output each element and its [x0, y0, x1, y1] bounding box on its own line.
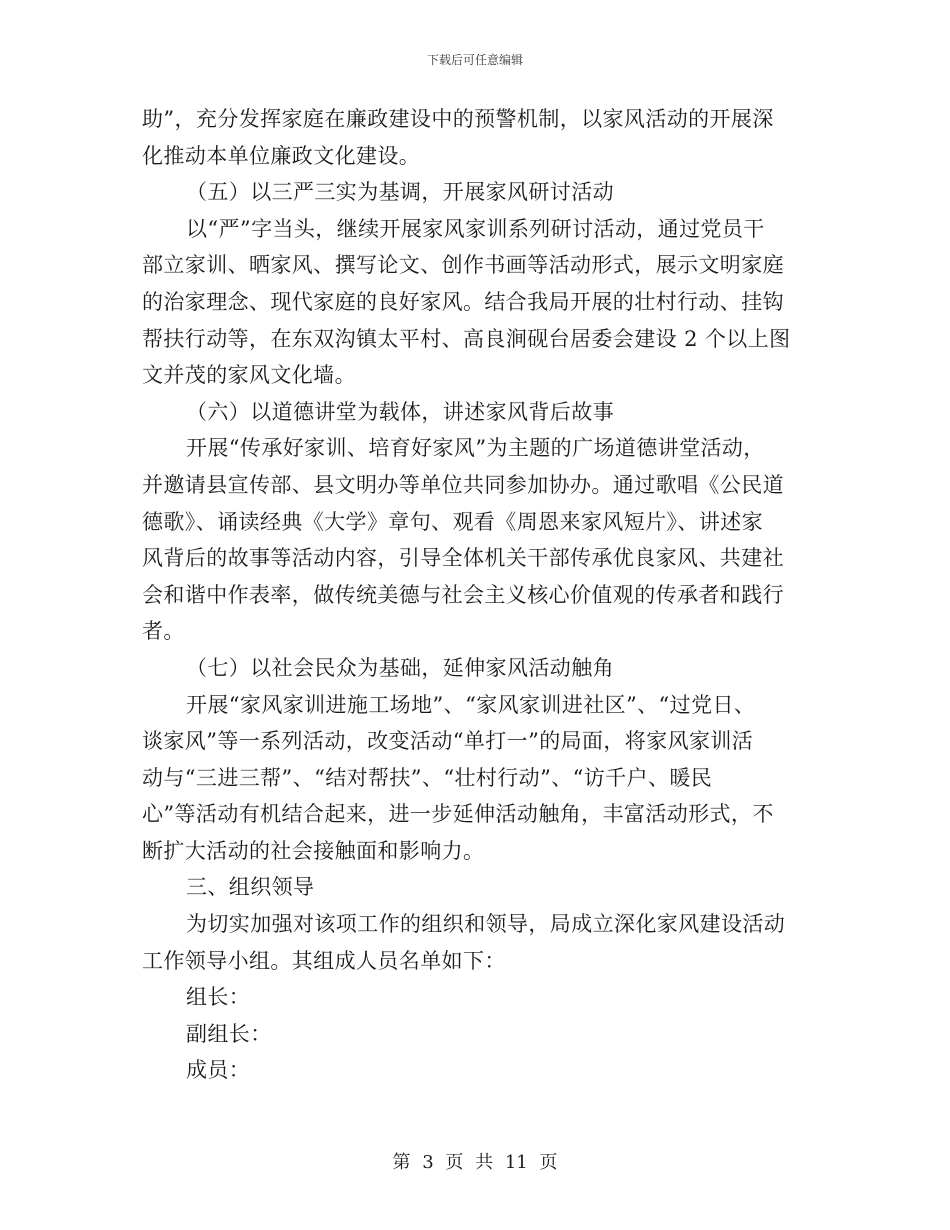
text-line: 会和谐中作表率，做传统美德与社会主义核心价值观的传承者和践行: [142, 582, 784, 607]
page-header: 下载后可任意编辑: [426, 53, 523, 67]
text-line: 德歌》、诵读经典《大学》章句、观看《周恩来家风短片》、讲述家: [142, 509, 763, 534]
text-line: 以“严”字当头，继续开展家风家训系列研讨活动，通过党员干: [186, 216, 765, 241]
text-line: 断扩大活动的社会接触面和影响力。: [142, 838, 485, 863]
page-footer: 第 3 页 共 11 页: [392, 1152, 558, 1173]
text-line: 开展“传承好家训、培育好家风”为主题的广场道德讲堂活动，: [186, 436, 765, 461]
text-line: 助”，充分发挥家庭在廉政建设中的预警机制，以家风活动的开展深: [142, 107, 774, 131]
text-line: 化推动本单位廉政文化建设。: [142, 143, 421, 168]
text-line: 为切实加强对该项工作的组织和领导，局成立深化家风建设活动: [186, 912, 786, 937]
text-line: 三、组织领导: [186, 875, 315, 900]
text-line: 风背后的故事等活动内容，引导全体机关干部传承优良家风、共建社: [142, 546, 784, 571]
text-line: 文并茂的家风文化墙。: [142, 363, 356, 388]
document-body: [142, 101, 810, 1089]
text-line: （五）以三严三实为基调，开展家风研讨活动: [186, 180, 614, 205]
text-line: （六）以道德讲堂为载体，讲述家风背后故事: [186, 399, 614, 424]
text-line: 动与“三进三帮”、“结对帮扶”、“壮村行动”、“访千户、暖民: [142, 765, 713, 790]
text-line: 成员：: [186, 1058, 251, 1083]
text-line: 并邀请县宣传部、县文明办等单位共同参加协办。通过歌唱《公民道: [142, 472, 784, 497]
text-line: 组长：: [186, 985, 251, 1010]
text-line: 者。: [142, 619, 185, 644]
text-line: 的治家理念、现代家庭的良好家风。结合我局开展的壮村行动、挂钩: [142, 289, 784, 314]
text-line: 工作领导小组。其组成人员名单如下：: [142, 948, 506, 973]
text-line: 副组长：: [186, 1021, 272, 1046]
text-line: 心”等活动有机结合起来，进一步延伸活动触角，丰富活动形式，不: [142, 802, 774, 827]
text-line: 部立家训、晒家风、撰写论文、创作书画等活动形式，展示文明家庭: [142, 253, 784, 278]
text-line: 帮扶行动等，在东双沟镇太平村、高良涧砚台居委会建设 2 个以上图: [142, 326, 791, 351]
text-line: （七）以社会民众为基础，延伸家风活动触角: [186, 655, 614, 680]
text-line: 开展“家风家训进施工场地”、“家风家训进社区”、“过党日、: [186, 692, 756, 717]
text-line: 谈家风”等一系列活动，改变活动“单打一”的局面，将家风家训活: [142, 729, 754, 754]
